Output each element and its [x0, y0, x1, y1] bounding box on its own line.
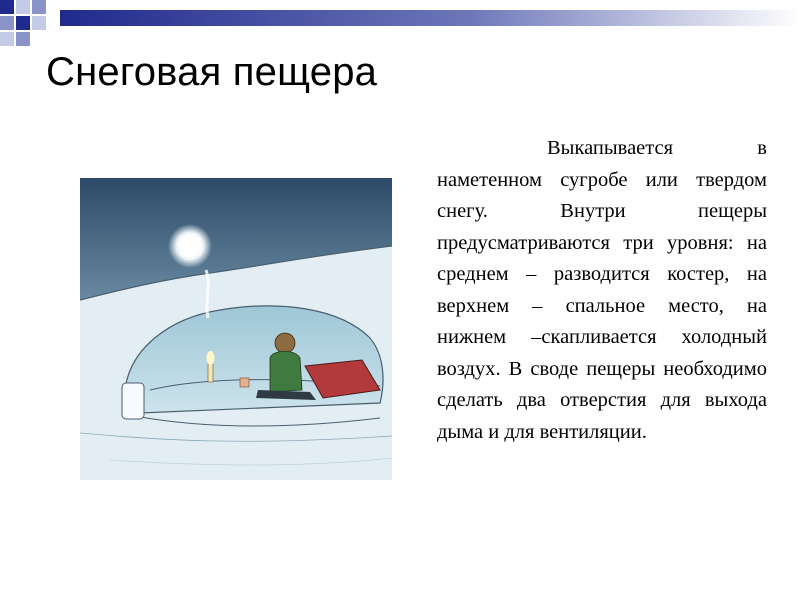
deco-square: [0, 32, 14, 46]
snow-cave-illustration: [80, 178, 392, 480]
slide-title: Снеговая пещера: [46, 50, 378, 94]
slide-body-text: Выкапывается в наметенном сугробе или твердом снегу. Внутри пещеры предусматриваются три уровня: на среднем – разводится костер, на верхнем – спальное место, на нижнем –скапливается холодный воздух. В своде пещеры необходимо сделать два отверстия для выхода дыма и для вентиляции.: [437, 137, 767, 443]
header-bar-graphic: [0, 10, 800, 26]
snow-cave-drawing: [80, 178, 392, 480]
header-gradient-bar: [0, 10, 800, 26]
deco-square: [16, 32, 30, 46]
